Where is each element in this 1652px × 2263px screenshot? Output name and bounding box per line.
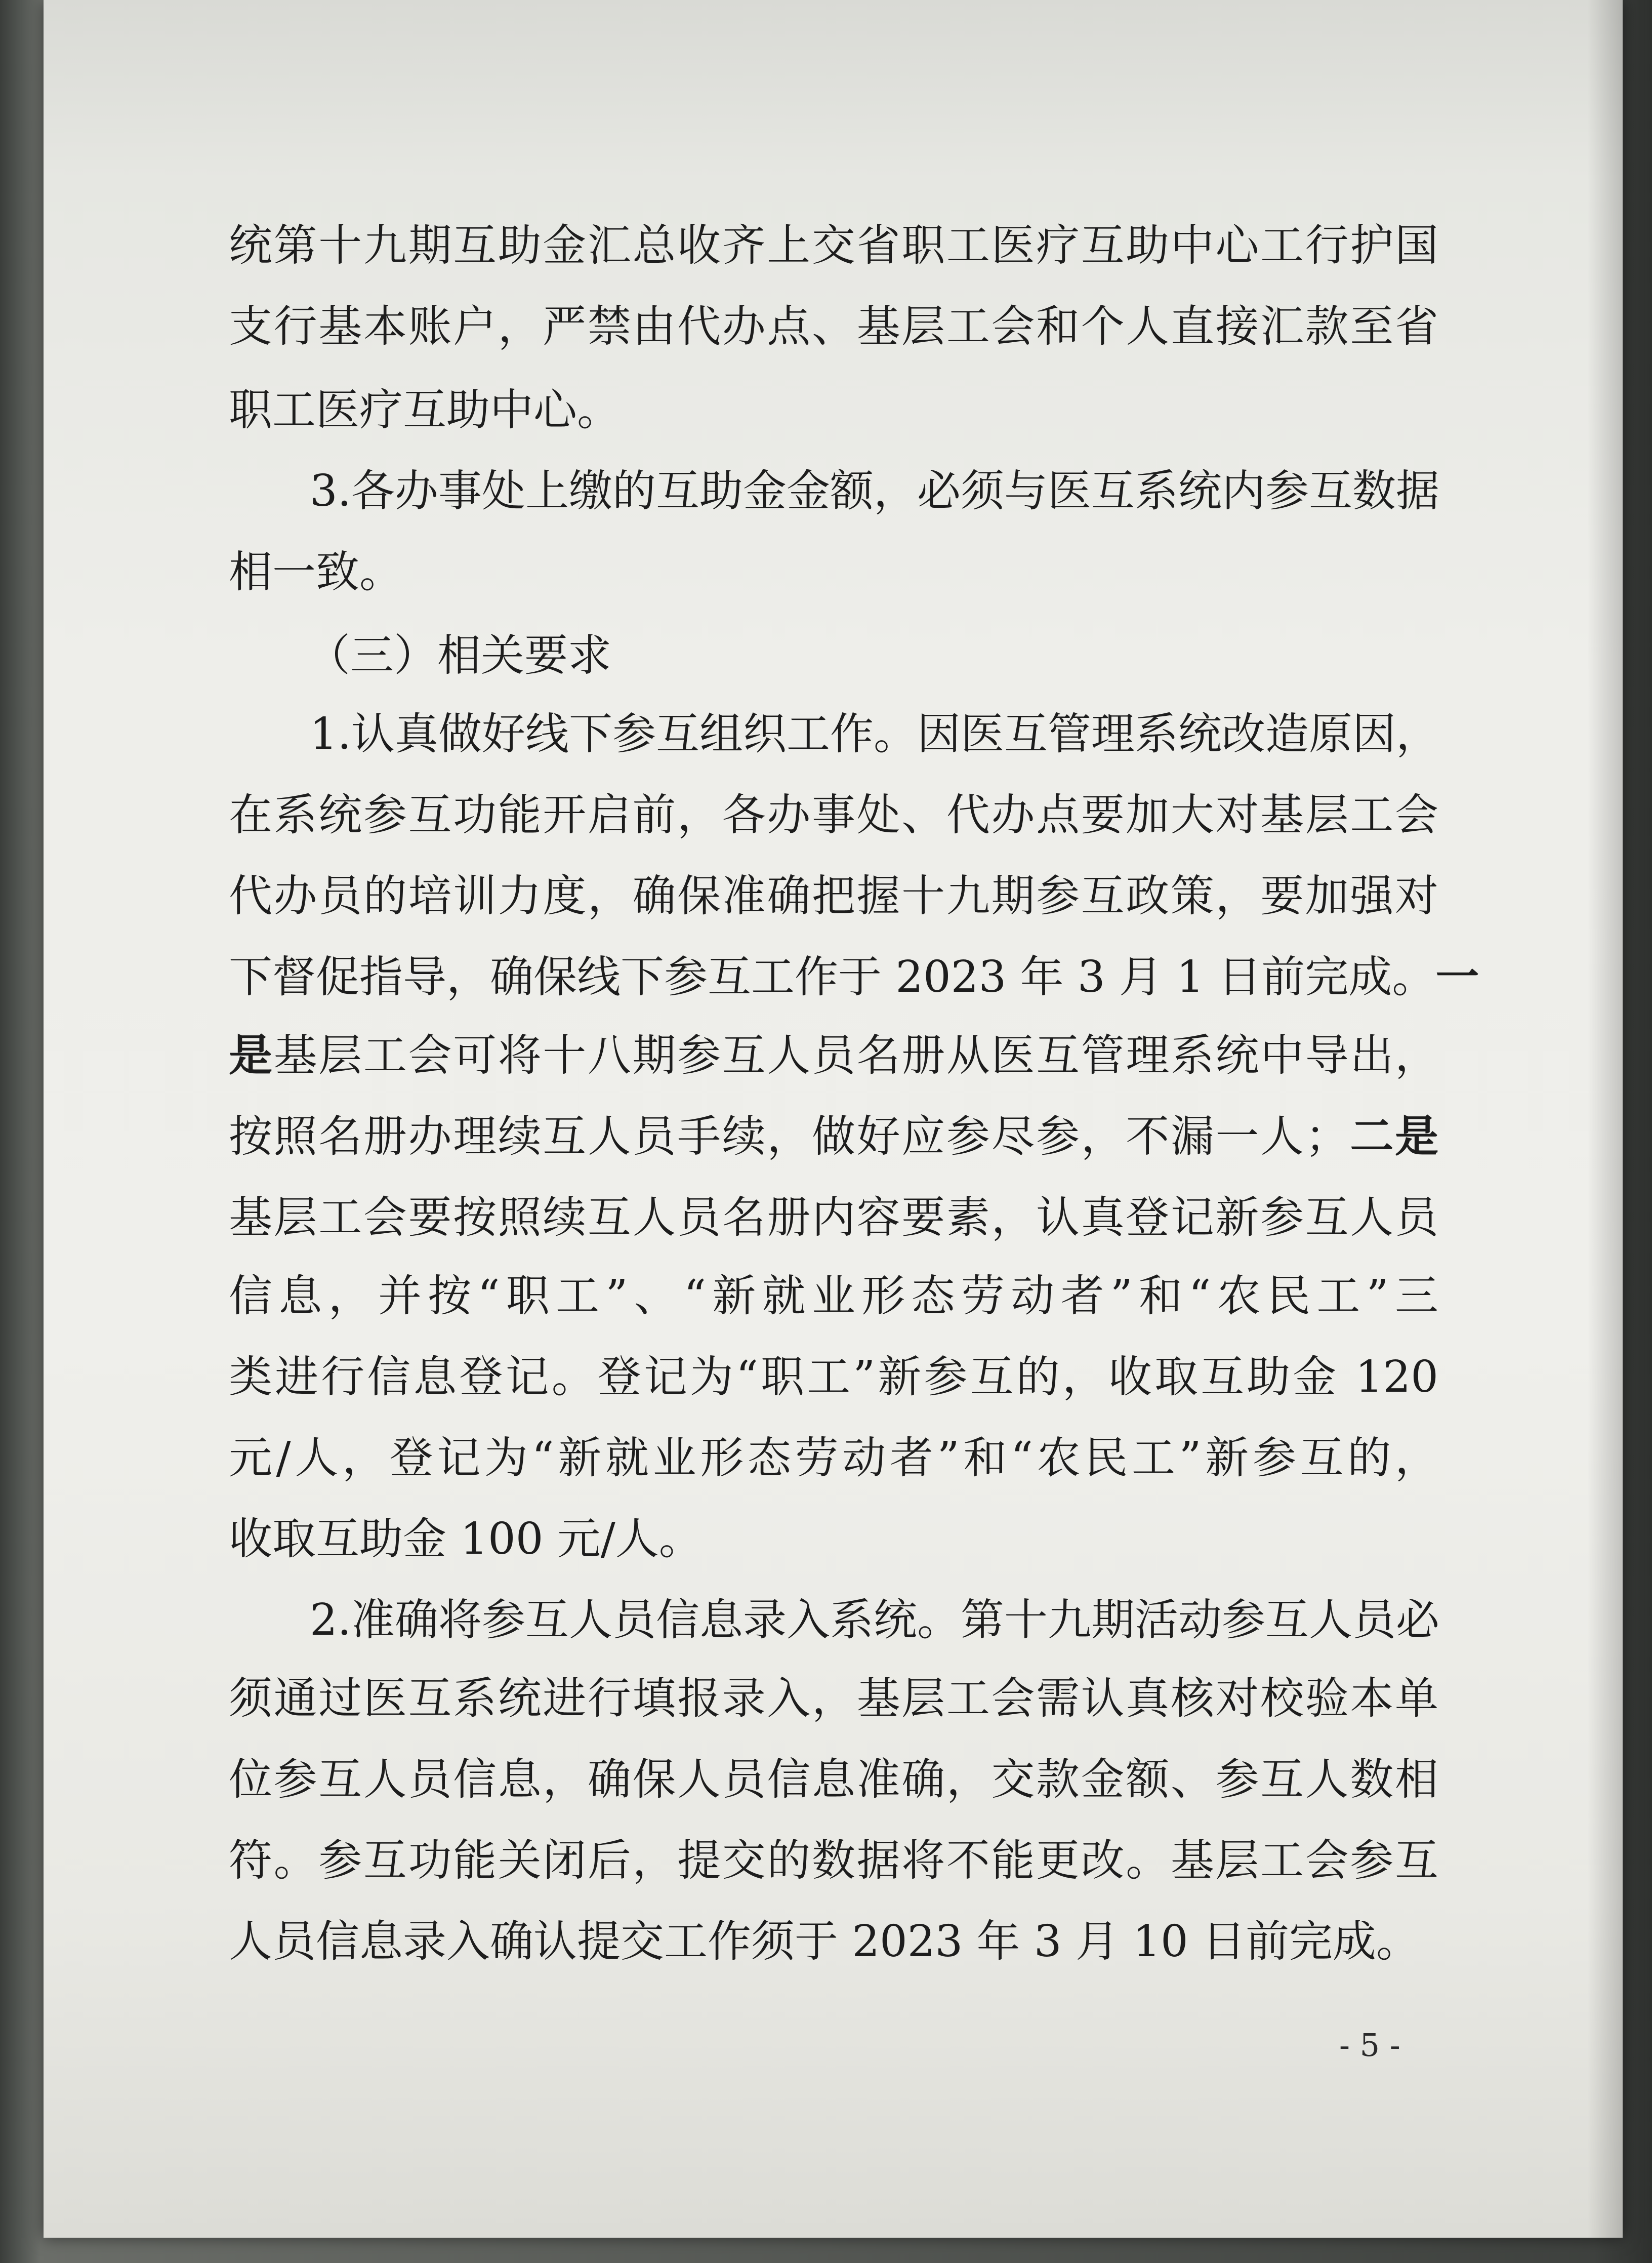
body-line-8: 在系统参互功能开启前，各办事处、代办点要加大对基层工会 <box>229 790 1438 840</box>
body-line-10 <box>229 949 1479 1005</box>
body-line-11-text: 基层工会可将十八期参互人员名册从医互管理系统中导出， <box>273 1030 1439 1081</box>
body-line-1: 统第十九期互助金汇总收齐上交省职工医疗互助中心工行护国 <box>229 220 1438 271</box>
body-line-12 <box>229 1109 1438 1164</box>
body-line-14: 信息，并按“职工”、“新就业形态劳动者”和“农民工”三 <box>229 1271 1438 1321</box>
body-line-20: 位参互人员信息，确保人员信息准确，交款金额、参互人数相 <box>229 1754 1438 1805</box>
page-number: - 5 - <box>1339 2027 1400 2064</box>
document-page <box>44 0 1623 2238</box>
emphasis-first-suffix: 是 <box>229 1030 274 1081</box>
body-line-11 <box>229 1028 1438 1083</box>
body-line-17: 收取互助金 100 元/人。 <box>229 1514 703 1564</box>
body-line-15: 类进行信息登记。登记为“职工”新参互的，收取互助金 120 <box>229 1352 1438 1402</box>
body-line-19: 须通过医互系统进行填报录入，基层工会需认真核对校验本单 <box>229 1673 1438 1724</box>
document-body <box>44 0 1623 2238</box>
body-line-13: 基层工会要按照续互人员名册内容要素，认真登记新参互人员 <box>229 1192 1438 1243</box>
section-heading: （三）相关要求 <box>307 630 611 681</box>
body-line-7: 1.认真做好线下参互组织工作。因医互管理系统改造原因， <box>310 709 1440 759</box>
body-line-10-text: 下督促指导，确保线下参互工作于 2023 年 3 月 1 日前完成。 <box>229 952 1436 1002</box>
emphasis-second: 二是 <box>1348 1111 1439 1162</box>
body-line-9: 代办员的培训力度，确保准确把握十九期参互政策，要加强对 <box>229 871 1438 921</box>
body-line-3: 职工医疗互助中心。 <box>229 385 621 435</box>
body-line-16: 元/人，登记为“新就业形态劳动者”和“农民工”新参互的， <box>229 1433 1438 1483</box>
body-line-12-text: 按照名册办理续互人员手续，做好应参尽参，不漏一人； <box>229 1111 1349 1162</box>
body-line-4: 3.各办事处上缴的互助金金额，必须与医互系统内参互数据 <box>310 466 1440 516</box>
body-line-22: 人员信息录入确认提交工作须于 2023 年 3 月 10 日前完成。 <box>229 1916 1420 1967</box>
body-line-21: 符。参互功能关闭后，提交的数据将不能更改。基层工会参互 <box>229 1835 1438 1886</box>
body-line-18: 2.准确将参互人员信息录入系统。第十九期活动参互人员必 <box>310 1595 1440 1645</box>
body-line-5: 相一致。 <box>229 547 403 597</box>
body-line-2: 支行基本账户，严禁由代办点、基层工会和个人直接汇款至省 <box>229 301 1438 352</box>
emphasis-first: 一 <box>1435 952 1479 1002</box>
